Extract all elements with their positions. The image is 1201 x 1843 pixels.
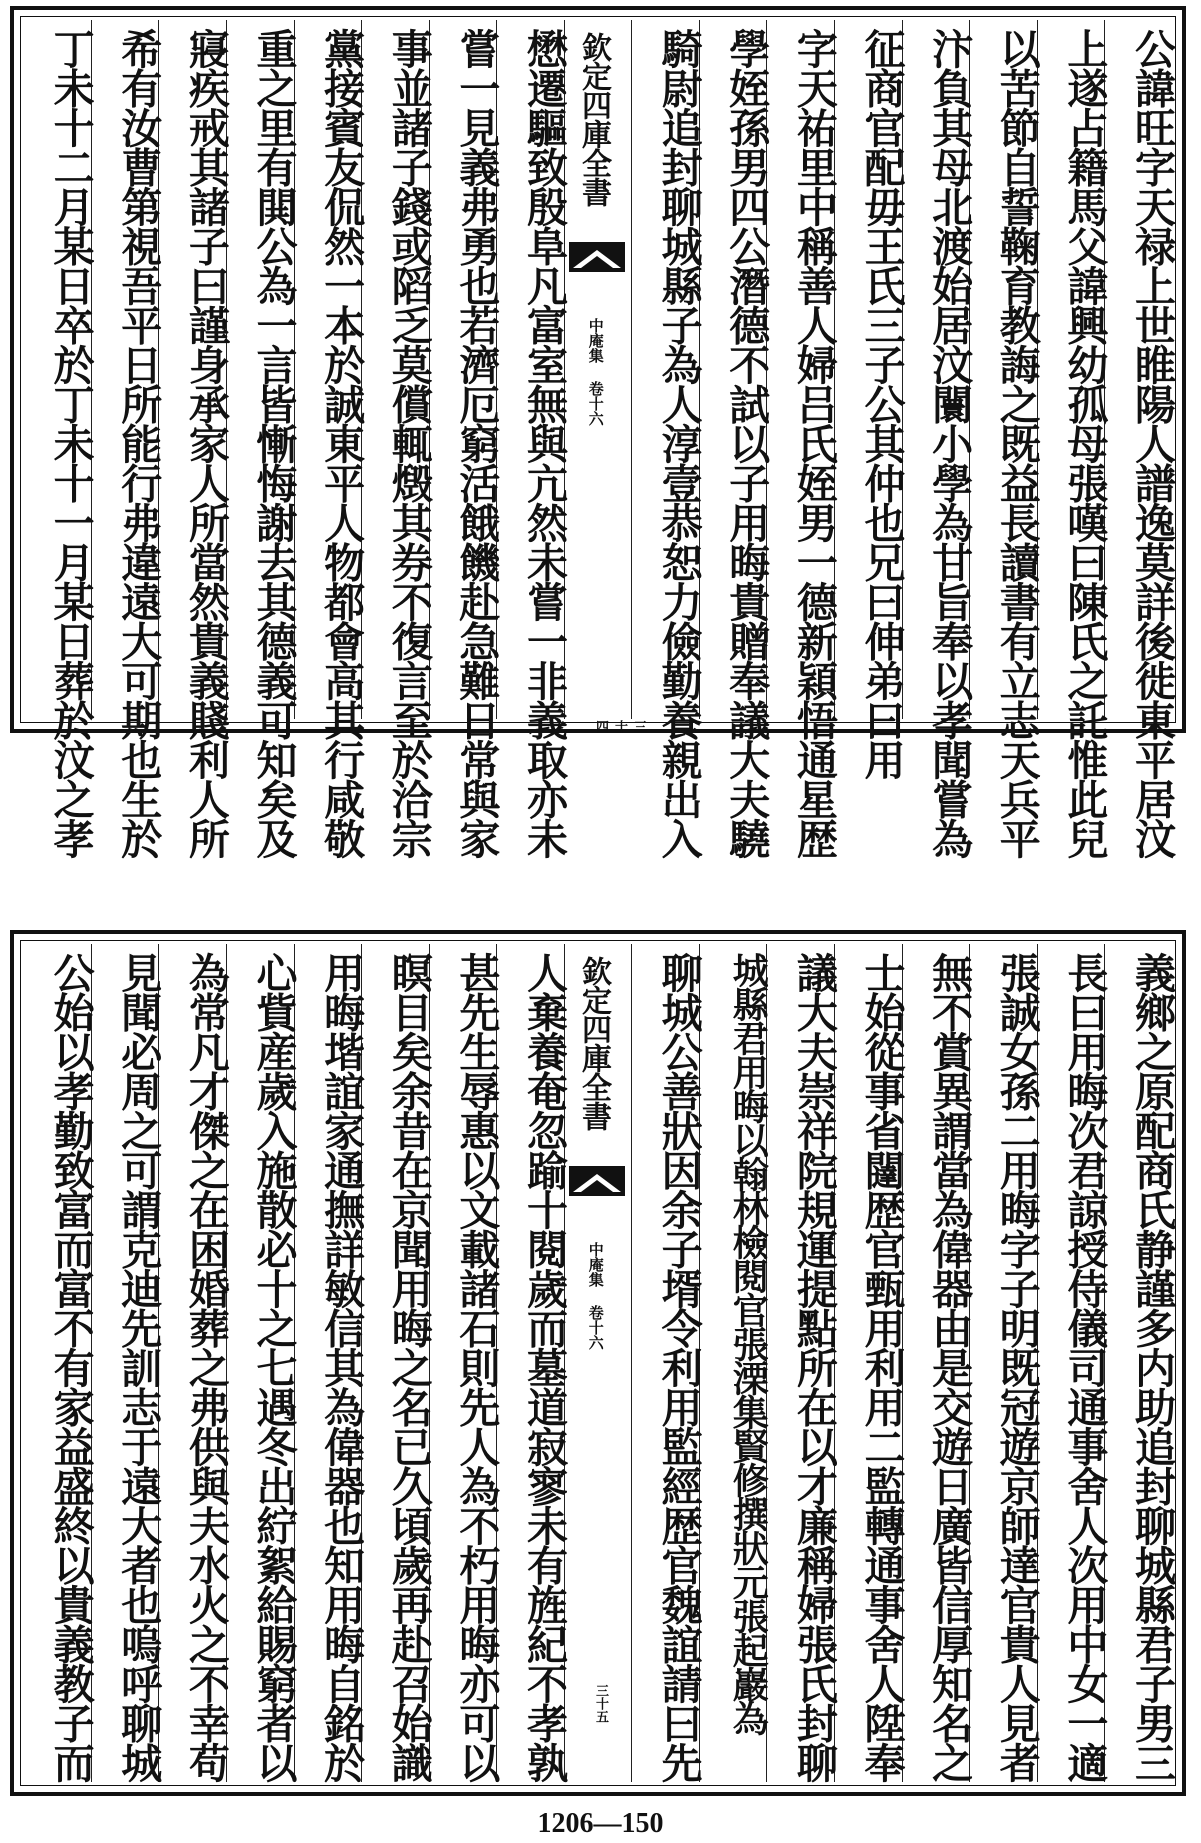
text-column: 甚先生辱惠以文載諸石則先人為不朽用晦亦可以 <box>429 944 497 1782</box>
text-column: 字天祐里中稱善人婦吕氏姪男一德新穎悟通星歴 <box>766 20 834 719</box>
collection-title: 欽定四庫全書 <box>576 32 611 206</box>
work-title <box>587 1242 603 1350</box>
volume-number: 卷十六 <box>586 1305 605 1350</box>
collection-title: 欽定四庫全書 <box>576 956 611 1130</box>
text-column: 重之里有閧公為一言皆慚悔謝去其德義可知矣及 <box>226 20 294 719</box>
text-column: 黨接賓友侃然一本於誠東平人物都會高其行咸敬 <box>294 20 362 719</box>
text-column: 以苦節自誓鞠育教誨之既益長讀書有立志天兵平 <box>969 20 1037 719</box>
folio-number: 三十五 <box>593 1684 608 1723</box>
fish-tail-ornament-icon <box>569 1166 625 1196</box>
bottom-page <box>10 930 1186 1796</box>
center-fold <box>564 20 646 733</box>
work-title <box>587 318 603 426</box>
text-column: 懋遷驅致殷阜凡富室無與亢然未嘗一非義取亦未 <box>496 20 564 719</box>
work-name: 中庵集 <box>586 318 605 363</box>
text-column: 學姪孫男四公潛德不試以子用晦貴贈奉議大夫驍 <box>699 20 767 719</box>
text-column: 張誠女孫二用晦字子明既冠遊京師達官貴人見者 <box>969 944 1037 1782</box>
top-page-columns <box>24 20 1176 858</box>
text-column: 丁未十二月某日卒於丁未十一月某日葬於汶之孝 <box>46 28 95 858</box>
text-column: 聊城公善狀因余子壻令利用監經歴官魏誼請曰先 <box>631 944 699 1782</box>
text-column: 事並諸子錢或䧟乏莫償輒燬其券不復言至於洽宗 <box>361 20 429 719</box>
fish-tail-ornament-icon <box>569 242 625 272</box>
text-column: 用晦堦誼家通撫詳敏信其為偉器也知用晦自銘於 <box>294 944 362 1782</box>
text-column: 議大夫崇祥院規運提點所在以才廉稱婦張氏封聊 <box>766 944 834 1782</box>
text-column: 公始以孝勤致富而富不有家益盛終以貴義教子而 <box>46 952 95 1782</box>
text-column: 長曰用晦次君諒授侍儀司通事舍人次用中女一適 <box>1037 944 1105 1782</box>
text-column: 義鄉之原配商氏静謹多内助追封聊城縣君子男三 <box>1104 944 1172 1782</box>
page-number-footer: 1206—150 <box>537 1808 664 1839</box>
folio-number: 三十四 <box>593 720 646 733</box>
text-column: 汴負其母北渡始居汶闤小學為甘旨奉以孝聞嘗為 <box>902 20 970 719</box>
text-column: 城縣君用晦以翰林檢閱官張溧集賢修撰狀元張起巖為 <box>699 944 767 1782</box>
bottom-page-columns <box>24 944 1176 1782</box>
text-column: 嘗一見義弗勇也若濟厄窮活餓饑赴急難日常與家 <box>429 20 497 719</box>
volume-number: 卷十六 <box>586 381 605 426</box>
text-column: 公諱旺字天禄上世睢陽人譜逸莫詳後徙東平居汶 <box>1104 20 1172 719</box>
text-column: 上遂占籍馬父諱興幼孤母張嘆曰陳氏之託惟此兒 <box>1037 20 1105 719</box>
text-column: 人棄養奄忽踰十閱歲而墓道寂寥未有旌紀不孝孰 <box>496 944 564 1782</box>
text-column: 寢疾戒其諸子曰謹身承家人所當然貴義賤利人所 <box>158 20 226 719</box>
top-page <box>10 6 1186 858</box>
center-fold <box>564 944 631 1782</box>
text-column: 無不賞異謂當為偉器由是交遊日廣皆信厚知名之 <box>902 944 970 1782</box>
text-column: 心貲産歲入施散必十之七遇冬出紵絮給賜窮者以 <box>226 944 294 1782</box>
text-column: 征商官配毋王氏三子公其仲也兄曰伸弟曰用 <box>834 20 902 719</box>
text-column: 瞑目矣余昔在京聞用晦之名已久頃歲再赴召始識 <box>361 944 429 1782</box>
text-column: 為常凡才傑之在困婚葬之弗供與夫水火之不幸苟 <box>158 944 226 1782</box>
text-column: 希有汝曹第視吾平日所能行弗違遠大可期也生於 <box>91 20 159 719</box>
work-name: 中庵集 <box>586 1242 605 1287</box>
text-column: 見聞必周之可謂克迪先訓志于遠大者也嗚呼聊城 <box>91 944 159 1782</box>
text-column: 士始從事省闥歴官甄用利用二監轉通事舍人陞奉 <box>834 944 902 1782</box>
text-column: 騎尉追封聊城縣子為人淳壹恭恕力儉勤養親出入 <box>631 20 699 719</box>
